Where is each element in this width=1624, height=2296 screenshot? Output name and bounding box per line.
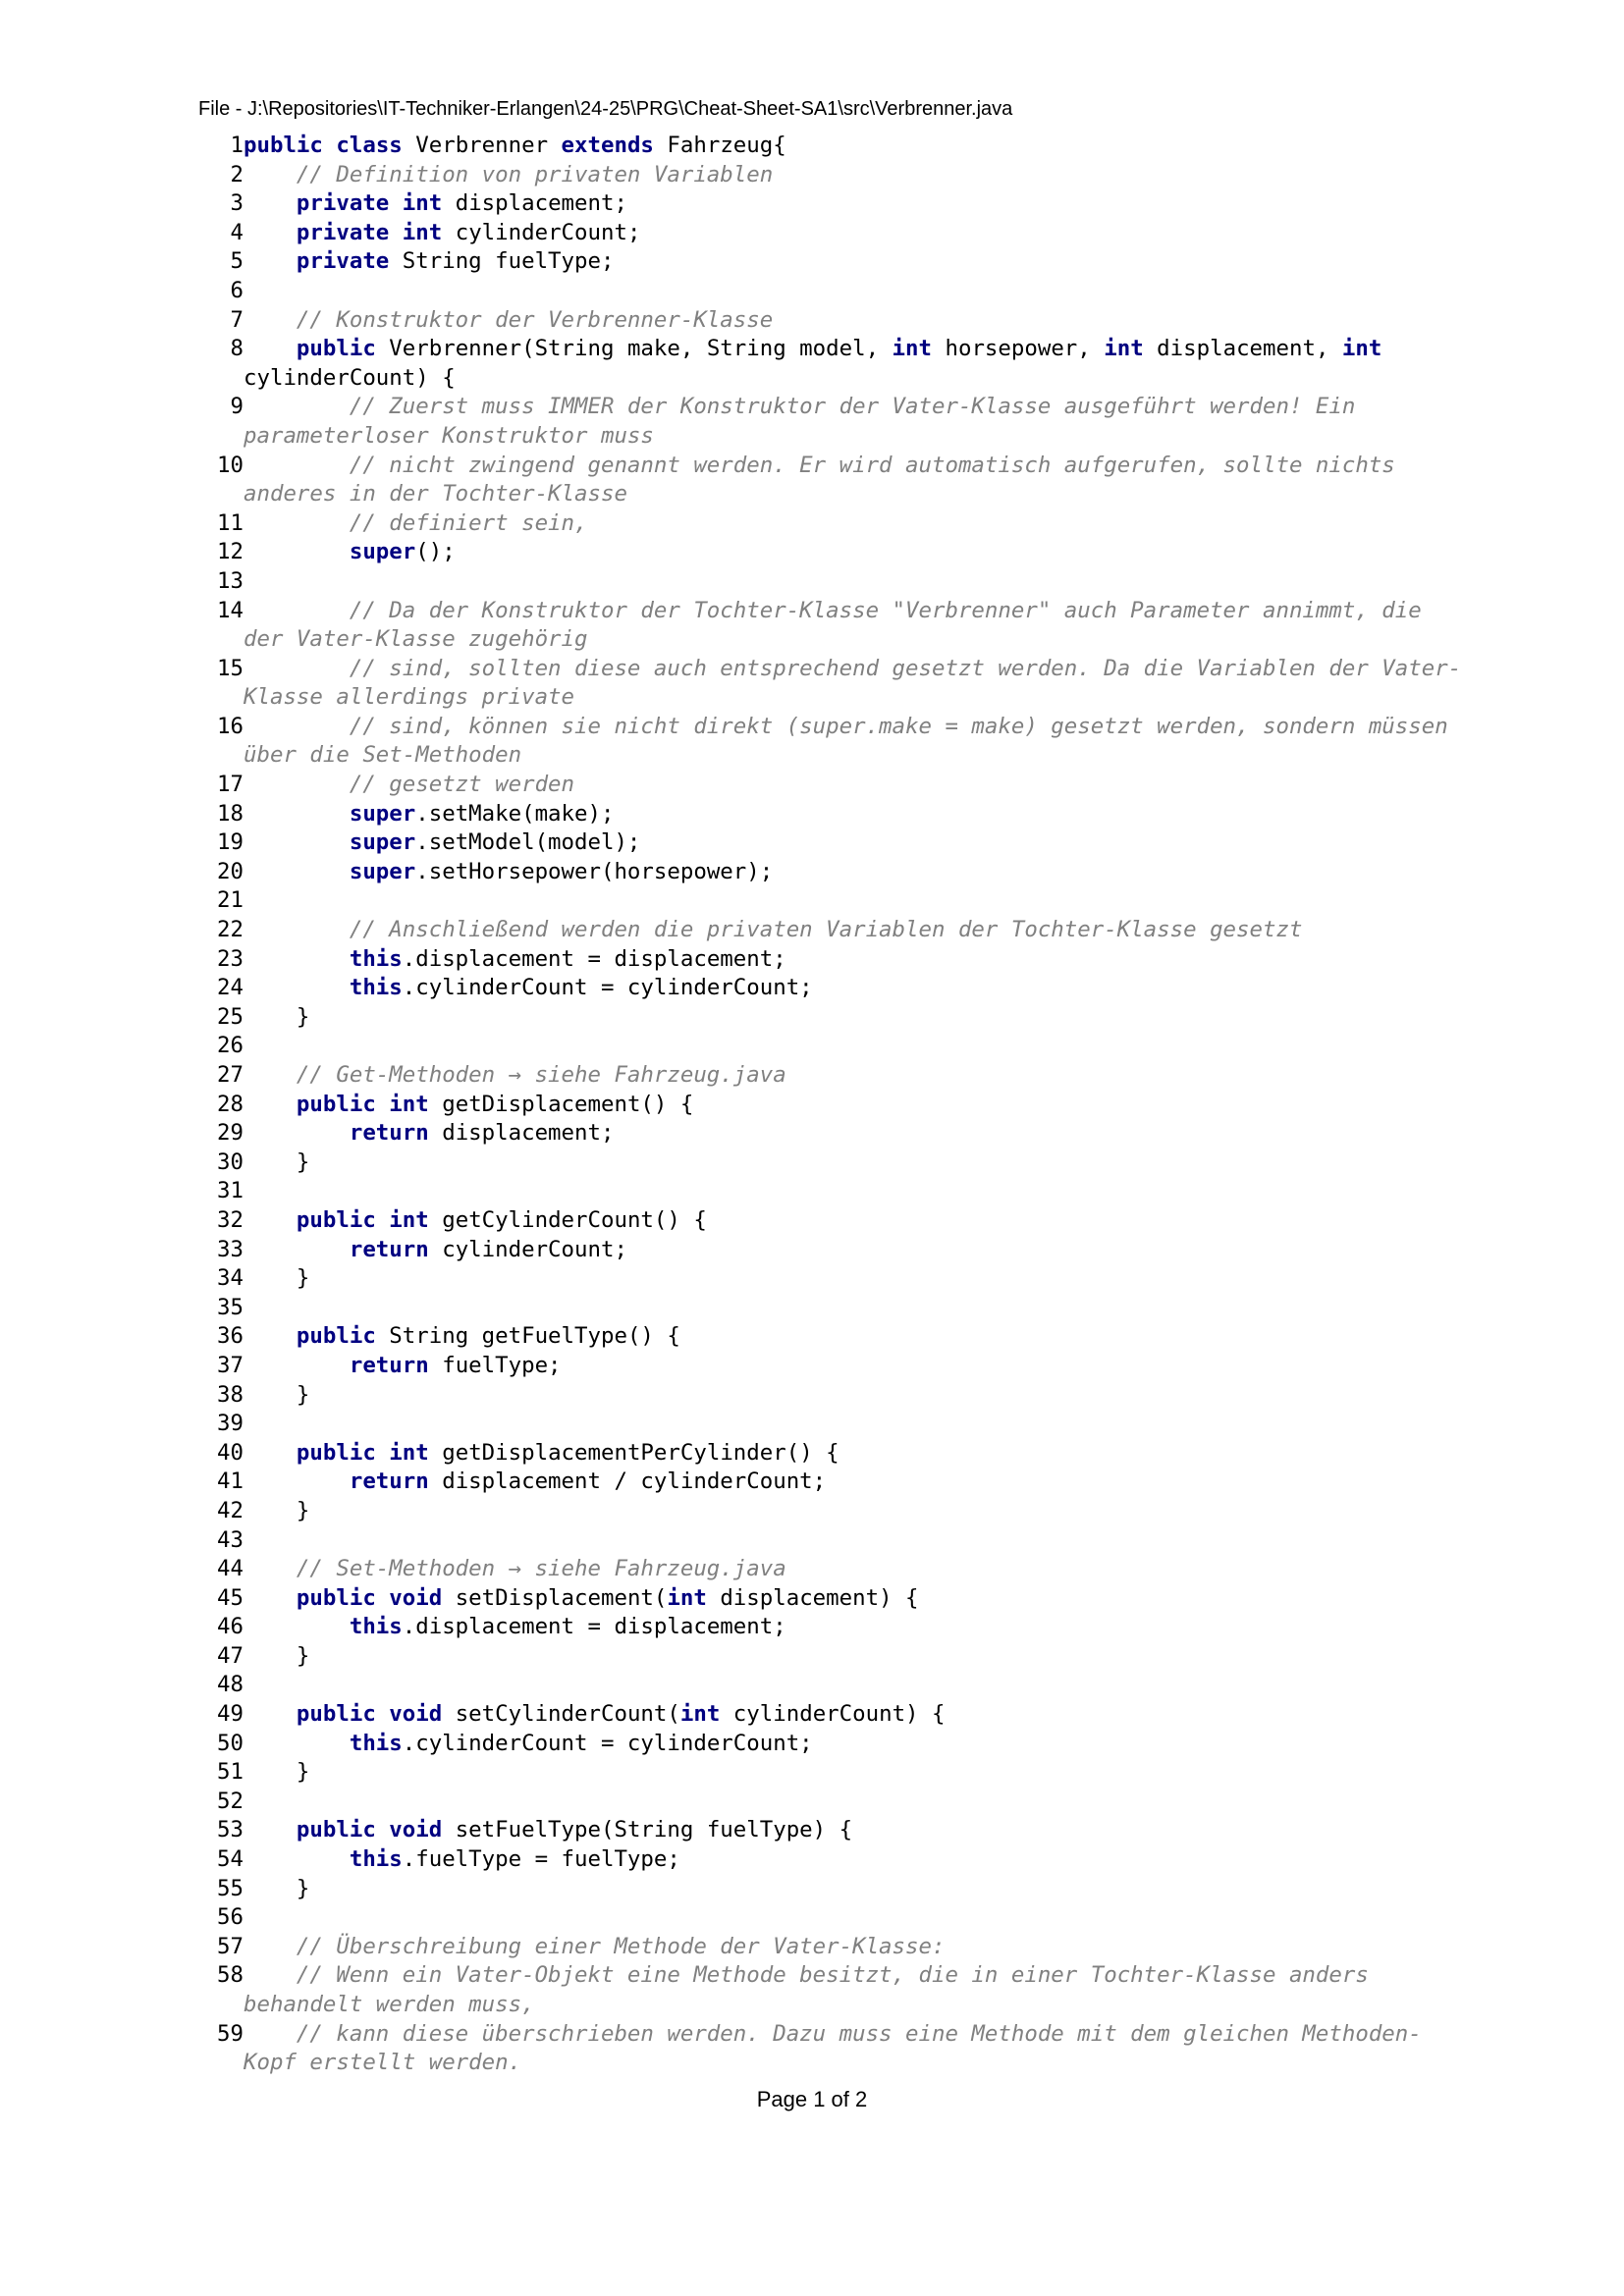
line-text — [244, 1903, 1471, 1933]
line-number: 46 — [217, 1614, 244, 1640]
line-text: return displacement; — [349, 1120, 615, 1147]
line-text: // Wenn ein Vater-Objekt eine Methode besitzt, die in einer Tochter-Klasse anders behandelt werden muss, — [244, 1962, 1382, 2017]
line-number: 26 — [217, 1033, 244, 1059]
line-text: return cylinderCount; — [349, 1236, 627, 1262]
code-line — [198, 1032, 1475, 1061]
line-text: public class Verbrenner extends Fahrzeug{ — [244, 133, 786, 158]
line-text — [244, 567, 1471, 597]
line-text: this.fuelType = fuelType; — [349, 1846, 680, 1873]
line-text — [244, 1294, 1471, 1323]
line-number: 31 — [217, 1178, 244, 1204]
code-line — [198, 1206, 1475, 1236]
line-number: 7 — [230, 306, 244, 333]
line-number: 47 — [217, 1642, 244, 1669]
line-number: 6 — [230, 277, 244, 303]
line-number: 5 — [230, 248, 244, 275]
line-number: 20 — [217, 858, 244, 884]
code-line — [198, 1497, 1475, 1526]
line-text: // Da der Konstruktor der Tochter-Klasse "Verbrenner" auch Parameter annimmt, die der Vater-Klasse zugehörig — [244, 597, 1435, 653]
line-text: this.cylinderCount = cylinderCount; — [349, 975, 813, 1001]
line-number: 50 — [217, 1730, 244, 1756]
line-number: 49 — [217, 1701, 244, 1728]
line-text: super(); — [349, 539, 456, 565]
line-text: } — [244, 1381, 310, 1408]
line-text: private String fuelType; — [296, 248, 615, 275]
line-text: public void setCylinderCount(int cylinderCount) { — [296, 1701, 946, 1728]
line-number: 16 — [217, 713, 244, 739]
line-number: 17 — [217, 772, 244, 798]
line-text: public Verbrenner(String make, String model, int horsepower, int displacement, int cylinderCount) { — [244, 336, 1395, 391]
line-text: // Anschließend werden die privaten Variablen der Tochter-Klasse gesetzt — [349, 917, 1303, 943]
line-number: 22 — [217, 917, 244, 943]
code-line — [198, 1439, 1475, 1468]
code-line — [198, 393, 1475, 451]
line-text: public void setFuelType(String fuelType) { — [296, 1817, 853, 1843]
line-number: 58 — [217, 1962, 244, 1989]
line-number: 4 — [230, 219, 244, 245]
line-number: 34 — [217, 1265, 244, 1292]
code-line — [198, 306, 1475, 336]
code-line — [198, 916, 1475, 945]
code-line — [198, 597, 1475, 655]
line-number: 32 — [217, 1206, 244, 1233]
line-number: 10 — [217, 452, 244, 478]
line-text: // Set-Methoden → siehe Fahrzeug.java — [296, 1556, 786, 1582]
code-line — [198, 771, 1475, 800]
line-text — [244, 1410, 1471, 1439]
line-text — [244, 1526, 1471, 1556]
code-line — [198, 1526, 1475, 1556]
code-line — [198, 1119, 1475, 1148]
line-number: 56 — [217, 1904, 244, 1931]
line-number: 55 — [217, 1875, 244, 1901]
line-number: 53 — [217, 1817, 244, 1843]
code-line — [198, 161, 1475, 190]
line-text: } — [244, 1759, 310, 1786]
line-number: 43 — [217, 1526, 244, 1553]
line-text: return displacement / cylinderCount; — [349, 1468, 827, 1495]
code-line — [198, 1875, 1475, 1904]
line-number: 11 — [217, 509, 244, 536]
line-text: super.setModel(model); — [349, 829, 641, 856]
line-number: 1 — [230, 133, 244, 158]
code-line — [198, 1816, 1475, 1845]
code-line — [198, 1003, 1475, 1033]
code-line — [198, 1061, 1475, 1091]
code-line — [198, 655, 1475, 713]
code-line — [198, 1845, 1475, 1875]
code-line — [198, 800, 1475, 829]
line-number: 51 — [217, 1759, 244, 1786]
line-text: // gesetzt werden — [349, 772, 575, 798]
line-text: public int getDisplacementPerCylinder() { — [296, 1439, 839, 1466]
code-line — [198, 1555, 1475, 1584]
code-line — [198, 1294, 1475, 1323]
line-number: 12 — [217, 539, 244, 565]
line-text: } — [244, 1497, 310, 1523]
line-number: 45 — [217, 1584, 244, 1611]
line-text: // definiert sein, — [349, 509, 588, 536]
code-line — [198, 1091, 1475, 1120]
code-line — [198, 335, 1475, 393]
line-text: this.displacement = displacement; — [349, 945, 786, 972]
line-number: 33 — [217, 1236, 244, 1262]
line-number: 2 — [230, 161, 244, 187]
code-listing — [198, 132, 1475, 2078]
line-number: 28 — [217, 1091, 244, 1117]
line-number: 29 — [217, 1120, 244, 1147]
line-text: this.cylinderCount = cylinderCount; — [349, 1730, 813, 1756]
line-text — [244, 1177, 1471, 1206]
line-text: // Überschreibung einer Methode der Vater-Klasse: — [296, 1933, 946, 1959]
line-number: 14 — [217, 597, 244, 623]
line-text: } — [244, 1875, 310, 1901]
line-text: // Konstruktor der Verbrenner-Klasse — [296, 306, 774, 333]
code-line — [198, 277, 1475, 306]
line-text: // Get-Methoden → siehe Fahrzeug.java — [296, 1062, 786, 1088]
code-line — [198, 1642, 1475, 1672]
line-number: 39 — [217, 1411, 244, 1437]
code-line — [198, 1468, 1475, 1497]
line-number: 19 — [217, 829, 244, 856]
line-number: 40 — [217, 1439, 244, 1466]
line-number: 8 — [230, 336, 244, 362]
code-line — [198, 1148, 1475, 1178]
code-line — [198, 1613, 1475, 1642]
page-number: Page 1 of 2 — [756, 2087, 868, 2111]
line-text: // Zuerst muss IMMER der Konstruktor der Vater-Klasse ausgeführt werden! Ein parameterloser Konstruktor muss — [244, 394, 1369, 449]
code-line — [198, 2020, 1475, 2078]
line-number: 44 — [217, 1556, 244, 1582]
line-text: // Definition von privaten Variablen — [296, 161, 774, 187]
code-line — [198, 1236, 1475, 1265]
line-text: super.setMake(make); — [349, 800, 615, 827]
code-line — [198, 189, 1475, 219]
code-line — [198, 1758, 1475, 1788]
code-line — [198, 247, 1475, 277]
line-text: } — [244, 1148, 310, 1175]
line-text: } — [244, 1642, 310, 1669]
code-line — [198, 1177, 1475, 1206]
line-text: } — [244, 1265, 310, 1292]
line-number: 23 — [217, 945, 244, 972]
line-text: // kann diese überschrieben werden. Dazu muss eine Methode mit dem gleichen Methoden-Kopf erstellt werden. — [244, 2020, 1422, 2076]
line-number: 3 — [230, 190, 244, 217]
line-text — [244, 1671, 1471, 1700]
code-line — [198, 509, 1475, 539]
line-text — [244, 886, 1471, 916]
line-number: 24 — [217, 975, 244, 1001]
line-number: 54 — [217, 1846, 244, 1873]
code-line — [198, 974, 1475, 1003]
line-text: public String getFuelType() { — [296, 1323, 680, 1350]
line-text: super.setHorsepower(horsepower); — [349, 858, 774, 884]
line-text — [244, 1032, 1471, 1061]
line-number: 21 — [217, 887, 244, 914]
line-text: return fuelType; — [349, 1352, 562, 1378]
code-line — [198, 858, 1475, 887]
line-text: private int cylinderCount; — [296, 219, 641, 245]
line-text: // nicht zwingend genannt werden. Er wird automatisch aufgerufen, sollte nichts anderes in der Tochter-Klasse — [244, 452, 1409, 507]
line-number: 25 — [217, 1003, 244, 1030]
line-number: 59 — [217, 2020, 244, 2047]
line-number: 42 — [217, 1497, 244, 1523]
line-number: 30 — [217, 1148, 244, 1175]
line-number: 57 — [217, 1933, 244, 1959]
code-line — [198, 1381, 1475, 1411]
code-line — [198, 1352, 1475, 1381]
line-number: 13 — [217, 567, 244, 594]
code-line — [198, 1584, 1475, 1614]
code-line — [198, 1961, 1475, 2019]
line-text: this.displacement = displacement; — [349, 1614, 786, 1640]
line-number: 9 — [230, 394, 244, 420]
line-text: // sind, sollten diese auch entsprechend gesetzt werden. Da die Variablen der Vater-Klasse allerdings private — [244, 655, 1462, 711]
line-text: } — [244, 1003, 310, 1030]
line-text: private int displacement; — [296, 190, 627, 217]
line-number: 38 — [217, 1381, 244, 1408]
code-line — [198, 538, 1475, 567]
code-line — [198, 1322, 1475, 1352]
line-text: // sind, können sie nicht direkt (super.make = make) gesetzt werden, sondern müssen über die Set-Methoden — [244, 713, 1462, 769]
code-line — [198, 132, 1475, 161]
code-line — [198, 1730, 1475, 1759]
code-line — [198, 219, 1475, 248]
line-number: 36 — [217, 1323, 244, 1350]
code-line — [198, 1700, 1475, 1730]
code-line — [198, 713, 1475, 771]
line-text — [244, 1788, 1471, 1817]
line-number: 18 — [217, 800, 244, 827]
code-line — [198, 1264, 1475, 1294]
code-line — [198, 1410, 1475, 1439]
code-line — [198, 945, 1475, 975]
code-line — [198, 1788, 1475, 1817]
line-text: public void setDisplacement(int displacement) { — [296, 1584, 919, 1611]
line-number: 35 — [217, 1294, 244, 1320]
line-text — [244, 277, 1471, 306]
line-number: 15 — [217, 655, 244, 681]
line-text: public int getCylinderCount() { — [296, 1206, 707, 1233]
line-number: 48 — [217, 1672, 244, 1698]
line-number: 37 — [217, 1352, 244, 1378]
file-path-header: File - J:\Repositories\IT-Techniker-Erlangen\24-25\PRG\Cheat-Sheet-SA1\src\Verbrenner.java — [198, 98, 1013, 120]
code-line — [198, 886, 1475, 916]
line-number: 41 — [217, 1468, 244, 1495]
code-line — [198, 1903, 1475, 1933]
line-number: 52 — [217, 1788, 244, 1814]
code-line — [198, 567, 1475, 597]
line-number: 27 — [217, 1062, 244, 1088]
line-text: public int getDisplacement() { — [296, 1091, 694, 1117]
code-line — [198, 452, 1475, 509]
code-line — [198, 828, 1475, 858]
code-line — [198, 1671, 1475, 1700]
code-line — [198, 1933, 1475, 1962]
